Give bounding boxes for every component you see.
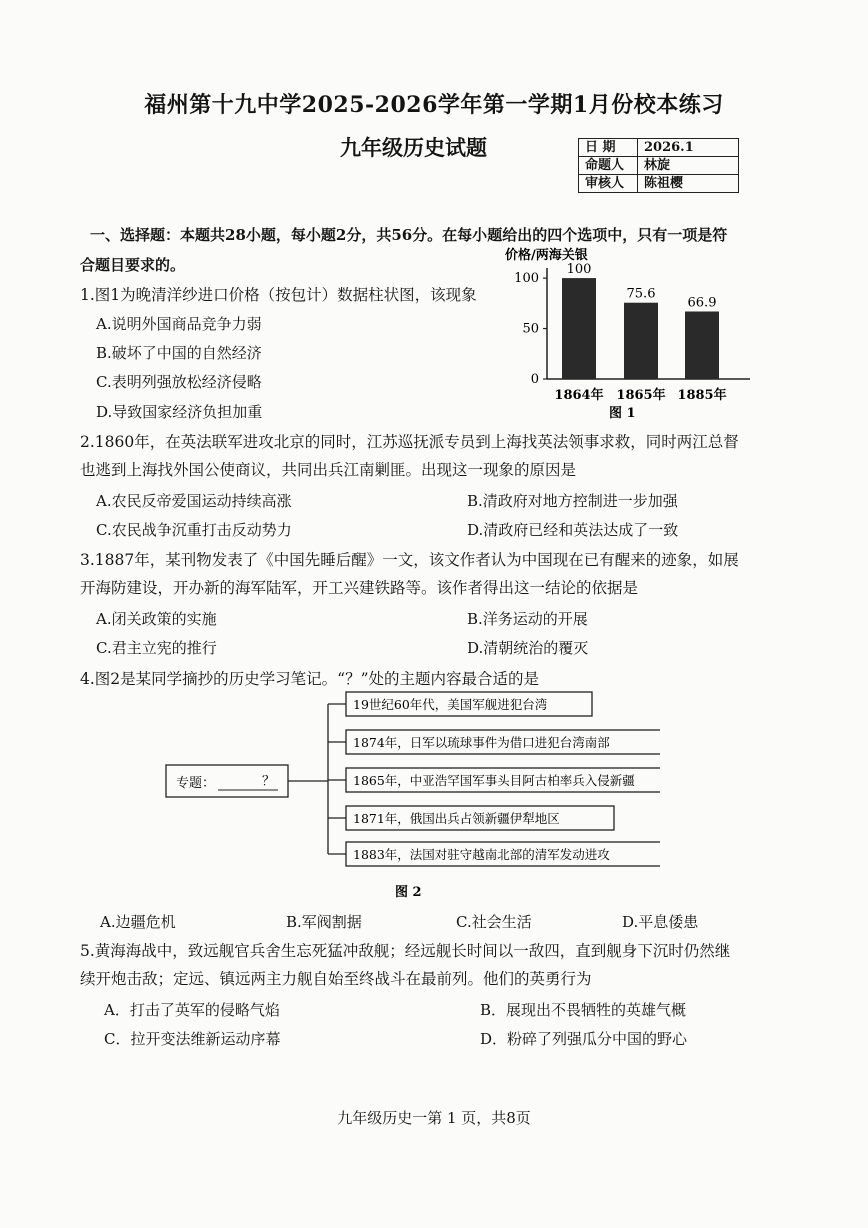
y-axis-label: 价格/两海关银	[505, 248, 588, 263]
event-text: 1871年，俄国出兵占领新疆伊犁地区	[353, 811, 560, 826]
figure-1-caption: 图 1	[609, 406, 636, 421]
exam-subtitle: 九年级历史试题	[340, 135, 487, 160]
figure-2-caption: 图 2	[395, 885, 422, 900]
question-2-option-d[interactable]: D.清政府已经和英法达成了一致	[467, 521, 679, 539]
question-1-option-b[interactable]: B.破坏了中国的自然经济	[96, 344, 262, 362]
y-tick-label: 50	[522, 321, 539, 337]
question-5-option-a[interactable]: A．打击了英军的侵略气焰	[104, 1001, 280, 1019]
question-3-option-a[interactable]: A.闭关政策的实施	[96, 610, 217, 628]
question-5-stem: 5.黄海海战中，致远舰官兵舍生忘死猛冲敌舰；经远舰长时间以一敌四，直到舰身下沉时仍然继	[80, 942, 731, 960]
info-row-author	[579, 157, 739, 175]
topic-blank-mark: ？	[262, 774, 276, 789]
exam-info-table	[578, 138, 739, 193]
info-value: 2026.1	[638, 139, 739, 157]
figure-1-bar-chart	[505, 244, 775, 429]
topic-label: 专题：	[176, 776, 216, 791]
question-4-stem: 4.图2是某同学摘抄的历史学习笔记。“？”处的主题内容最合适的是	[80, 670, 540, 688]
info-label: 审核人	[579, 175, 638, 193]
info-value: 林旋	[638, 157, 739, 175]
info-row-date	[579, 139, 739, 157]
question-5-stem-cont: 续开炮击敌；定远、镇远两主力舰自始至终战斗在最前列。他们的英勇行为	[80, 970, 592, 988]
question-3-option-b[interactable]: B.洋务运动的开展	[467, 610, 588, 628]
event-text: 19世纪60年代，美国军舰进犯台湾	[353, 697, 548, 712]
page-footer: 九年级历史一第 1 页，共8页	[337, 1109, 531, 1127]
question-4-option-b[interactable]: B.军阀割据	[286, 913, 362, 931]
question-4-option-a[interactable]: A.边疆危机	[100, 913, 176, 931]
question-3-stem: 3.1887年，某刊物发表了《中国先睡后醒》一文，该文作者认为中国现在已有醒来的迹象，如展	[80, 551, 739, 569]
exam-title: 福州第十九中学2025-2026学年第一学期1月份校本练习	[144, 92, 724, 118]
question-3-option-d[interactable]: D.清朝统治的覆灭	[467, 639, 589, 657]
question-3-stem-cont: 开海防建设，开办新的海军陆军，开工兴建铁路等。该作者得出这一结论的依据是	[80, 579, 639, 597]
section-instruction: 一、选择题：本题共28小题，每小题2分，共56分。在每小题给出的四个选项中，只有一项是符	[90, 226, 728, 244]
question-2-option-b[interactable]: B.清政府对地方控制进一步加强	[467, 492, 678, 510]
question-1-option-a[interactable]: A.说明外国商品竞争力弱	[96, 315, 262, 333]
y-axis-ticks	[514, 271, 547, 387]
info-row-reviewer	[579, 175, 739, 193]
info-value: 陈祖樱	[638, 175, 739, 193]
bar	[562, 278, 596, 379]
figure-2-notes-diagram	[160, 690, 660, 900]
bars	[554, 262, 726, 403]
event-list	[328, 692, 660, 866]
info-label: 命题人	[579, 157, 638, 175]
question-1-stem: 1.图1为晚清洋纱进口价格（按包计）数据柱状图，该现象	[80, 286, 477, 304]
bar	[624, 303, 658, 379]
section-instruction-cont: 合题目要求的。	[80, 256, 186, 274]
question-5-option-d[interactable]: D．粉碎了列强瓜分中国的野心	[480, 1030, 688, 1048]
question-1-option-d[interactable]: D.导致国家经济负担加重	[96, 403, 263, 421]
question-3-option-c[interactable]: C.君主立宪的推行	[96, 639, 217, 657]
bar-value-label: 100	[566, 262, 592, 278]
question-5-option-c[interactable]: C．拉开变法维新运动序幕	[104, 1030, 281, 1048]
question-2-stem: 2.1860年，在英法联军进攻北京的同时，江苏巡抚派专员到上海找英法领事求救，同时两江总督	[80, 433, 739, 451]
bar-value-label: 66.9	[687, 295, 717, 311]
question-2-option-a[interactable]: A.农民反帝爱国运动持续高涨	[96, 492, 292, 510]
x-tick-label: 1864年	[554, 388, 604, 403]
bar	[685, 311, 719, 379]
y-tick-label: 100	[514, 271, 539, 287]
question-2-option-c[interactable]: C.农民战争沉重打击反动势力	[96, 521, 292, 539]
question-1-option-c[interactable]: C.表明列强放松经济侵略	[96, 373, 262, 391]
question-5-option-b[interactable]: B．展现出不畏牺牲的英雄气概	[480, 1001, 687, 1019]
info-label: 日 期	[579, 139, 638, 157]
question-2-stem-cont: 也逃到上海找外国公使商议，共同出兵江南剿匪。出现这一现象的原因是	[80, 461, 577, 479]
event-text: 1874年，日军以琉球事件为借口进犯台湾南部	[353, 735, 610, 750]
question-4-option-d[interactable]: D.平息倭患	[622, 913, 699, 931]
question-4-option-c[interactable]: C.社会生活	[456, 913, 532, 931]
y-tick-label: 0	[530, 372, 539, 387]
event-text: 1883年，法国对驻守越南北部的清军发动进攻	[353, 847, 610, 862]
x-tick-label: 1865年	[616, 388, 666, 403]
bar-value-label: 75.6	[626, 286, 656, 302]
event-text: 1865年，中亚浩罕国军事头目阿古柏率兵入侵新疆	[353, 773, 635, 788]
x-tick-label: 1885年	[677, 388, 727, 403]
